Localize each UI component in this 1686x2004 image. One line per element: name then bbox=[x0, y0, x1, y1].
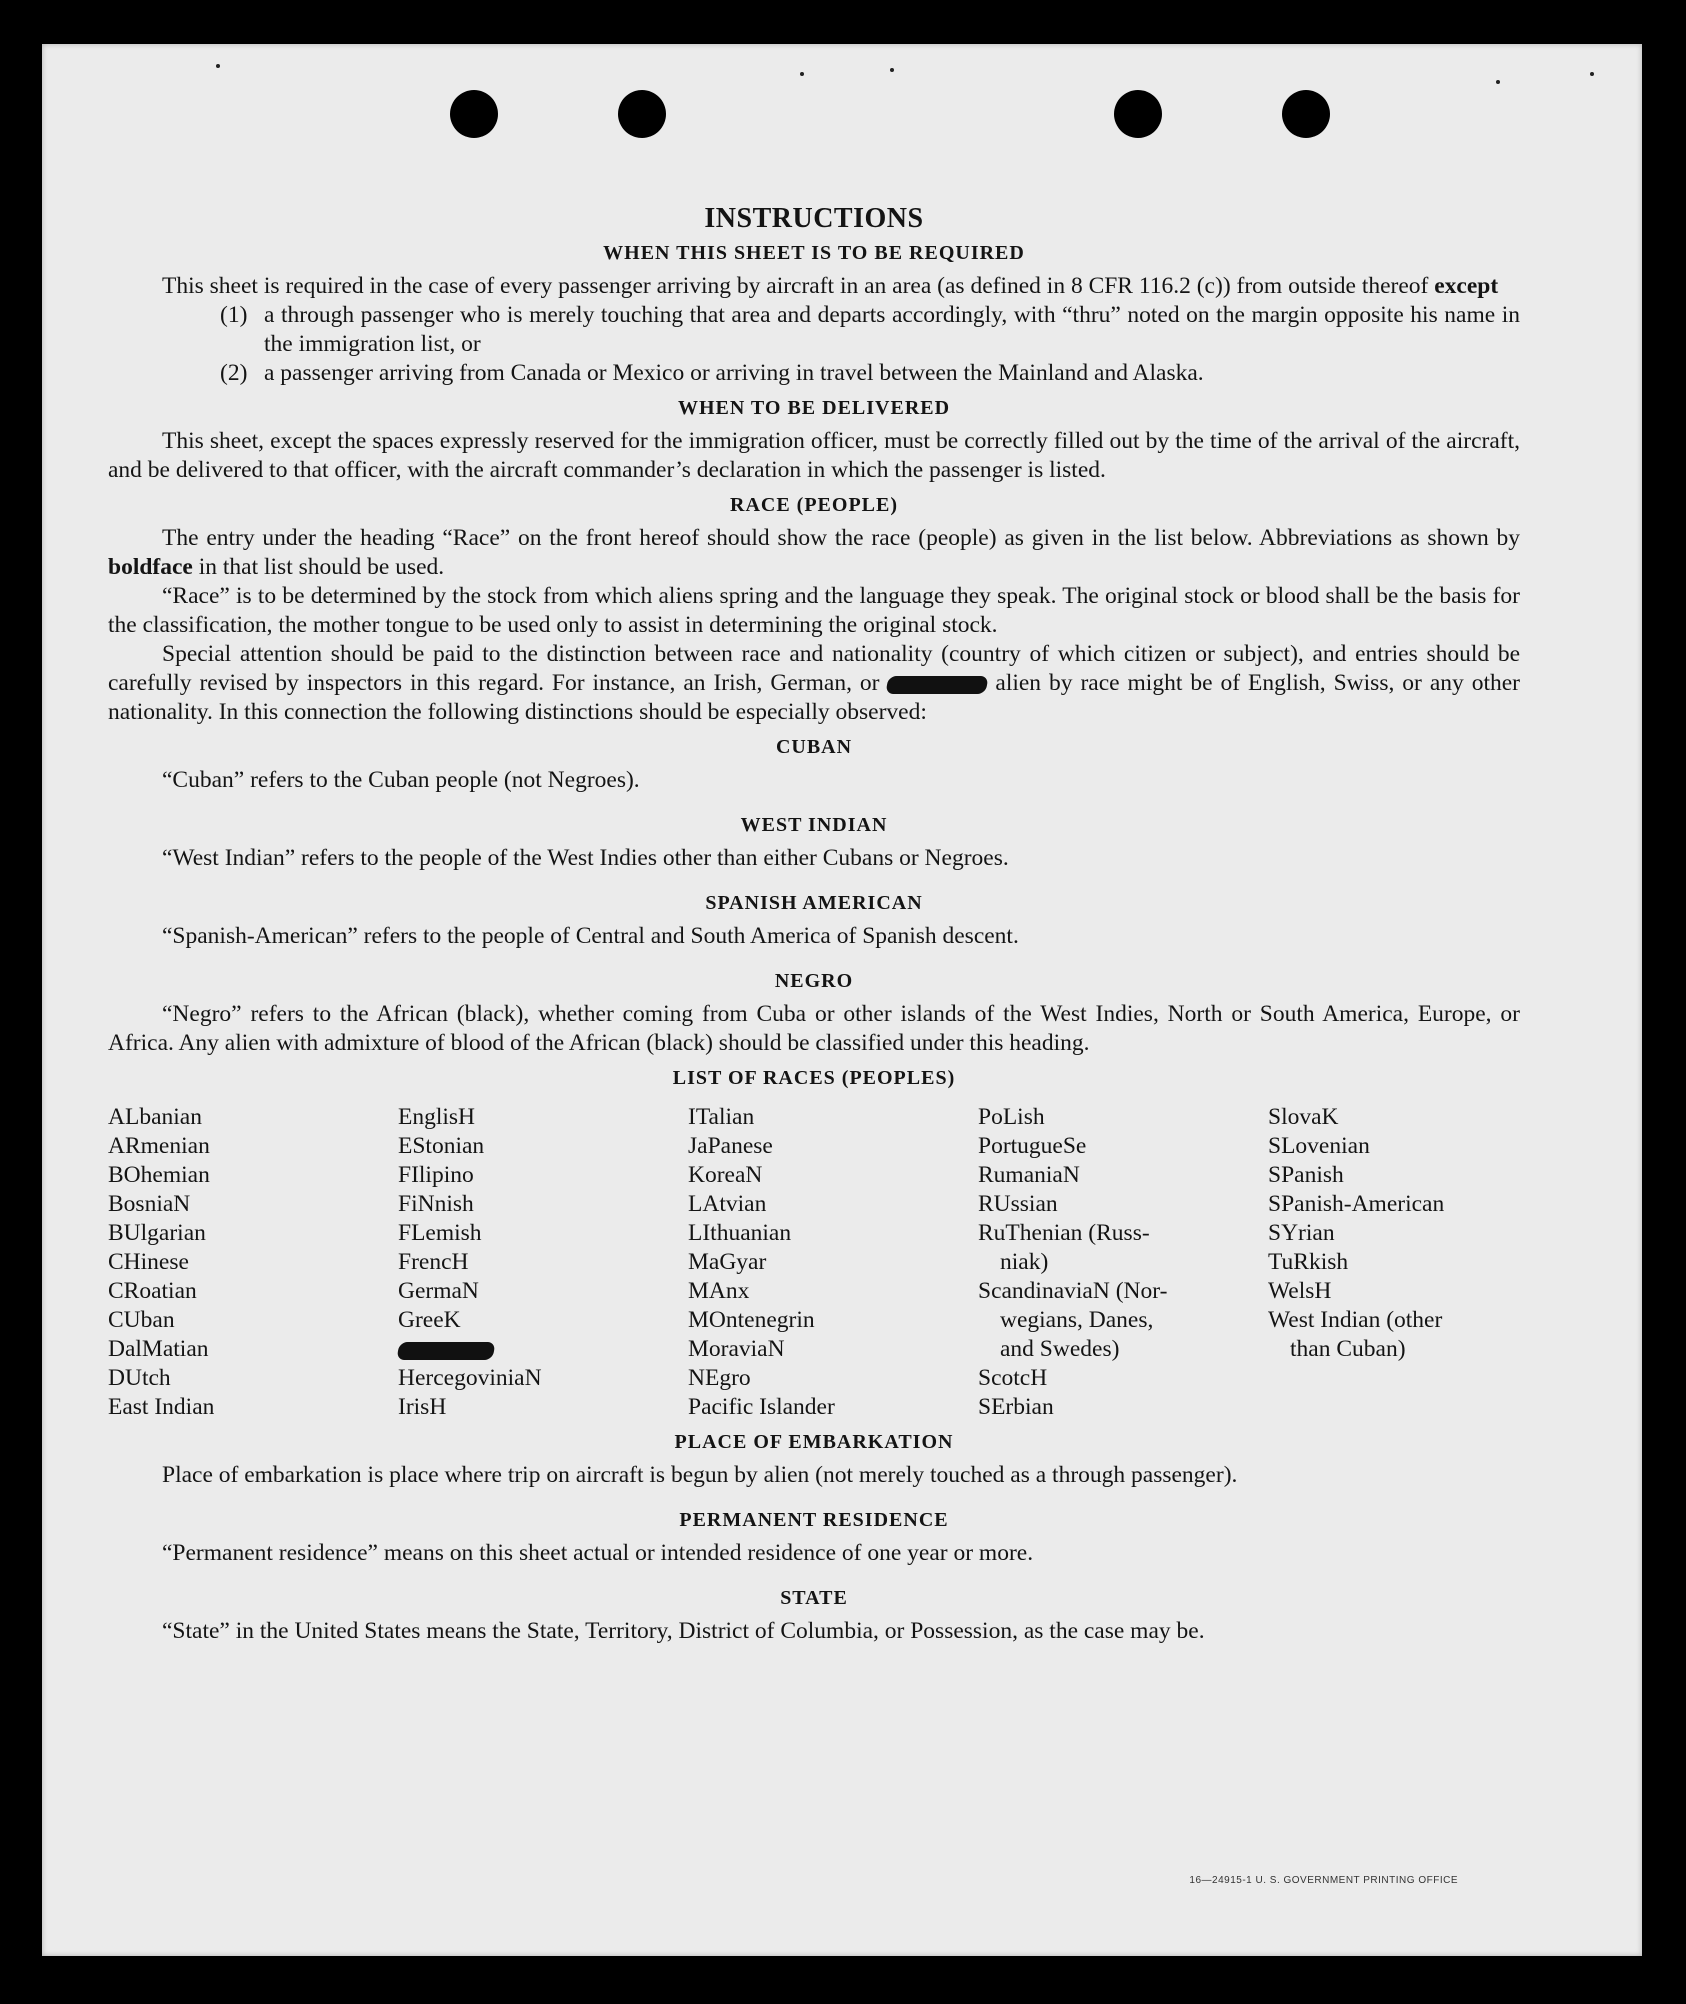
race-entry: RUssian bbox=[978, 1191, 1058, 1217]
paragraph-when-required: This sheet is required in the case of every passenger arriving by aircraft in an area (as defined in 8 CFR 116.2 (c)) from outside thereof except bbox=[162, 273, 1499, 299]
race-entry: ARmenian bbox=[108, 1133, 210, 1159]
race-entry: SErbian bbox=[978, 1394, 1054, 1420]
race-entry: FrencH bbox=[398, 1249, 469, 1275]
speck bbox=[1590, 72, 1594, 76]
race-entry: SYrian bbox=[1268, 1220, 1335, 1246]
punch-hole bbox=[450, 90, 498, 138]
punch-hole bbox=[1114, 90, 1162, 138]
race-entry: MOntenegrin bbox=[688, 1307, 815, 1333]
race-entry-continued: niak) bbox=[1000, 1249, 1049, 1275]
races-column-2 bbox=[398, 1103, 688, 1422]
race-entry: SPanish bbox=[1268, 1162, 1344, 1188]
race-entry: MAnx bbox=[688, 1278, 750, 1304]
race-entry: NEgro bbox=[688, 1365, 751, 1391]
race-entry: DUtch bbox=[108, 1365, 171, 1391]
speck bbox=[890, 68, 894, 72]
race-entry: Pacific Islander bbox=[688, 1394, 835, 1420]
redaction-mark bbox=[396, 1342, 495, 1360]
race-entry: EStonian bbox=[398, 1133, 485, 1159]
race-entry: BUlgarian bbox=[108, 1220, 206, 1246]
heading-cuban: CUBAN bbox=[775, 736, 853, 758]
race-entry: TuRkish bbox=[1268, 1249, 1349, 1275]
race-entry: GermaN bbox=[398, 1278, 479, 1304]
heading-negro: NEGRO bbox=[774, 970, 854, 992]
instructions-body bbox=[108, 204, 1520, 1646]
race-entry: LAtvian bbox=[688, 1191, 767, 1217]
paragraph-race-2: “Race” is to be determined by the stock from which aliens spring and the language they speak. The original stock or blood shall be the basis for the classification, the mother tongue to be used only to assist in determining the original stock. bbox=[108, 583, 1520, 638]
race-entry: BOhemian bbox=[108, 1162, 210, 1188]
heading-state: STATE bbox=[780, 1587, 848, 1609]
race-entry: IrisH bbox=[398, 1394, 447, 1420]
race-entry: MaGyar bbox=[688, 1249, 767, 1275]
race-entry: DalMatian bbox=[108, 1336, 209, 1362]
heading-when-delivered: WHEN TO BE DELIVERED bbox=[677, 397, 951, 419]
heading-west-indian: WEST INDIAN bbox=[740, 814, 888, 836]
paragraph-race-3: Special attention should be paid to the distinction between race and nationality (country of which citizen or subject), and entries should be carefully revised by inspectors in this regard. For instance, an Irish, German, or alien by race might be of English, Swiss, or any other nationality. In this connection the following distinctions should be especially observed: bbox=[108, 641, 1520, 725]
race-entry: SLovenian bbox=[1268, 1133, 1370, 1159]
race-entry: ScotcH bbox=[978, 1365, 1048, 1391]
race-entry: East Indian bbox=[108, 1394, 215, 1420]
races-column-5 bbox=[1268, 1103, 1520, 1422]
heading-race: RACE (PEOPLE) bbox=[730, 494, 898, 516]
race-entry: CUban bbox=[108, 1307, 175, 1333]
paragraph-when-delivered: This sheet, except the spaces expressly reserved for the immigration officer, must be correctly filled out by the time of the arrival of the aircraft, and be delivered to that officer, with the aircraft commander’s declaration in which the passenger is listed. bbox=[108, 428, 1520, 483]
race-entry-redacted bbox=[398, 1335, 688, 1364]
race-entry: SPanish-American bbox=[1268, 1191, 1445, 1217]
paragraph-cuban: “Cuban” refers to the Cuban people (not Negroes). bbox=[162, 767, 640, 793]
race-entry: WelsH bbox=[1268, 1278, 1332, 1304]
paragraph-west-indian: “West Indian” refers to the people of the West Indies other than either Cubans or Negroes. bbox=[162, 845, 1009, 871]
race-entry: FIlipino bbox=[398, 1162, 474, 1188]
race-entry: SlovaK bbox=[1268, 1104, 1339, 1130]
paragraph-spanish-american: “Spanish-American” refers to the people of Central and South America of Spanish descent. bbox=[162, 923, 1019, 949]
exception-item: (1) a through passenger who is merely touching that area and departs accordingly, with “thru” noted on the margin opposite his name in the immigration list, or bbox=[220, 302, 1520, 357]
heading-permanent-residence: PERMANENT RESIDENCE bbox=[679, 1509, 949, 1531]
paragraph-race-1: The entry under the heading “Race” on the front hereof should show the race (people) as given in the list below. Abbreviations as shown by boldface in that list should be used. bbox=[108, 525, 1520, 580]
race-entry: MoraviaN bbox=[688, 1336, 785, 1362]
race-entry: West Indian (other bbox=[1268, 1307, 1443, 1333]
race-entry: EnglisH bbox=[398, 1104, 476, 1130]
heading-spanish-american: SPANISH AMERICAN bbox=[705, 892, 923, 914]
races-column-1 bbox=[108, 1103, 398, 1422]
race-entry: JaPanese bbox=[688, 1133, 773, 1159]
race-entry: PortugueSe bbox=[978, 1133, 1087, 1159]
speck bbox=[800, 72, 804, 76]
race-entry: HercegoviniaN bbox=[398, 1365, 542, 1391]
race-entry: FiNnish bbox=[398, 1191, 474, 1217]
race-entry: CRoatian bbox=[108, 1278, 197, 1304]
redaction-mark bbox=[886, 676, 989, 694]
race-entry: RumaniaN bbox=[978, 1162, 1080, 1188]
race-entry: LIthuanian bbox=[688, 1220, 792, 1246]
race-entry: RuThenian (Russ- bbox=[978, 1220, 1150, 1246]
races-column-3 bbox=[688, 1103, 978, 1422]
race-entry: CHinese bbox=[108, 1249, 189, 1275]
race-entry-continued: than Cuban) bbox=[1290, 1336, 1406, 1362]
race-entry: KoreaN bbox=[688, 1162, 763, 1188]
races-table bbox=[108, 1103, 1520, 1422]
race-entry: FLemish bbox=[398, 1220, 482, 1246]
heading-place-of-embarkation: PLACE OF EMBARKATION bbox=[674, 1431, 954, 1453]
document-page bbox=[42, 44, 1642, 1956]
race-entry: ScandinaviaN (Nor- bbox=[978, 1278, 1168, 1304]
speck bbox=[1496, 80, 1500, 84]
page-title: INSTRUCTIONS bbox=[704, 203, 924, 234]
race-entry: ITalian bbox=[688, 1104, 755, 1130]
paragraph-state: “State” in the United States means the State, Territory, District of Columbia, or Possession, as the case may be. bbox=[162, 1618, 1205, 1644]
speck bbox=[216, 64, 220, 68]
exception-item: (2) a passenger arriving from Canada or Mexico or arriving in travel between the Mainland and Alaska. bbox=[220, 360, 1204, 386]
paragraph-place-of-embarkation: Place of embarkation is place where trip on aircraft is begun by alien (not merely touched as a through passenger). bbox=[162, 1462, 1238, 1488]
paragraph-permanent-residence: “Permanent residence” means on this sheet actual or intended residence of one year or more. bbox=[162, 1540, 1034, 1566]
race-entry: BosniaN bbox=[108, 1191, 191, 1217]
race-entry: GreeK bbox=[398, 1307, 461, 1333]
race-entry: ALbanian bbox=[108, 1104, 202, 1130]
paragraph-negro: “Negro” refers to the African (black), whether coming from Cuba or other islands of the West Indies, North or South America, Europe, or Africa. Any alien with admixture of blood of the African (black) should be classified under this heading. bbox=[108, 1001, 1520, 1056]
heading-list-of-races: LIST OF RACES (PEOPLES) bbox=[672, 1067, 956, 1089]
punch-hole bbox=[618, 90, 666, 138]
race-entry: PoLish bbox=[978, 1104, 1045, 1130]
heading-when-required: WHEN THIS SHEET IS TO BE REQUIRED bbox=[603, 242, 1025, 264]
race-entry-continued: wegians, Danes, bbox=[1000, 1307, 1154, 1333]
punch-hole bbox=[1282, 90, 1330, 138]
print-footer: 16—24915-1 U. S. GOVERNMENT PRINTING OFFICE bbox=[1189, 1875, 1458, 1886]
races-column-4 bbox=[978, 1103, 1268, 1422]
race-entry-continued: and Swedes) bbox=[1000, 1336, 1120, 1362]
